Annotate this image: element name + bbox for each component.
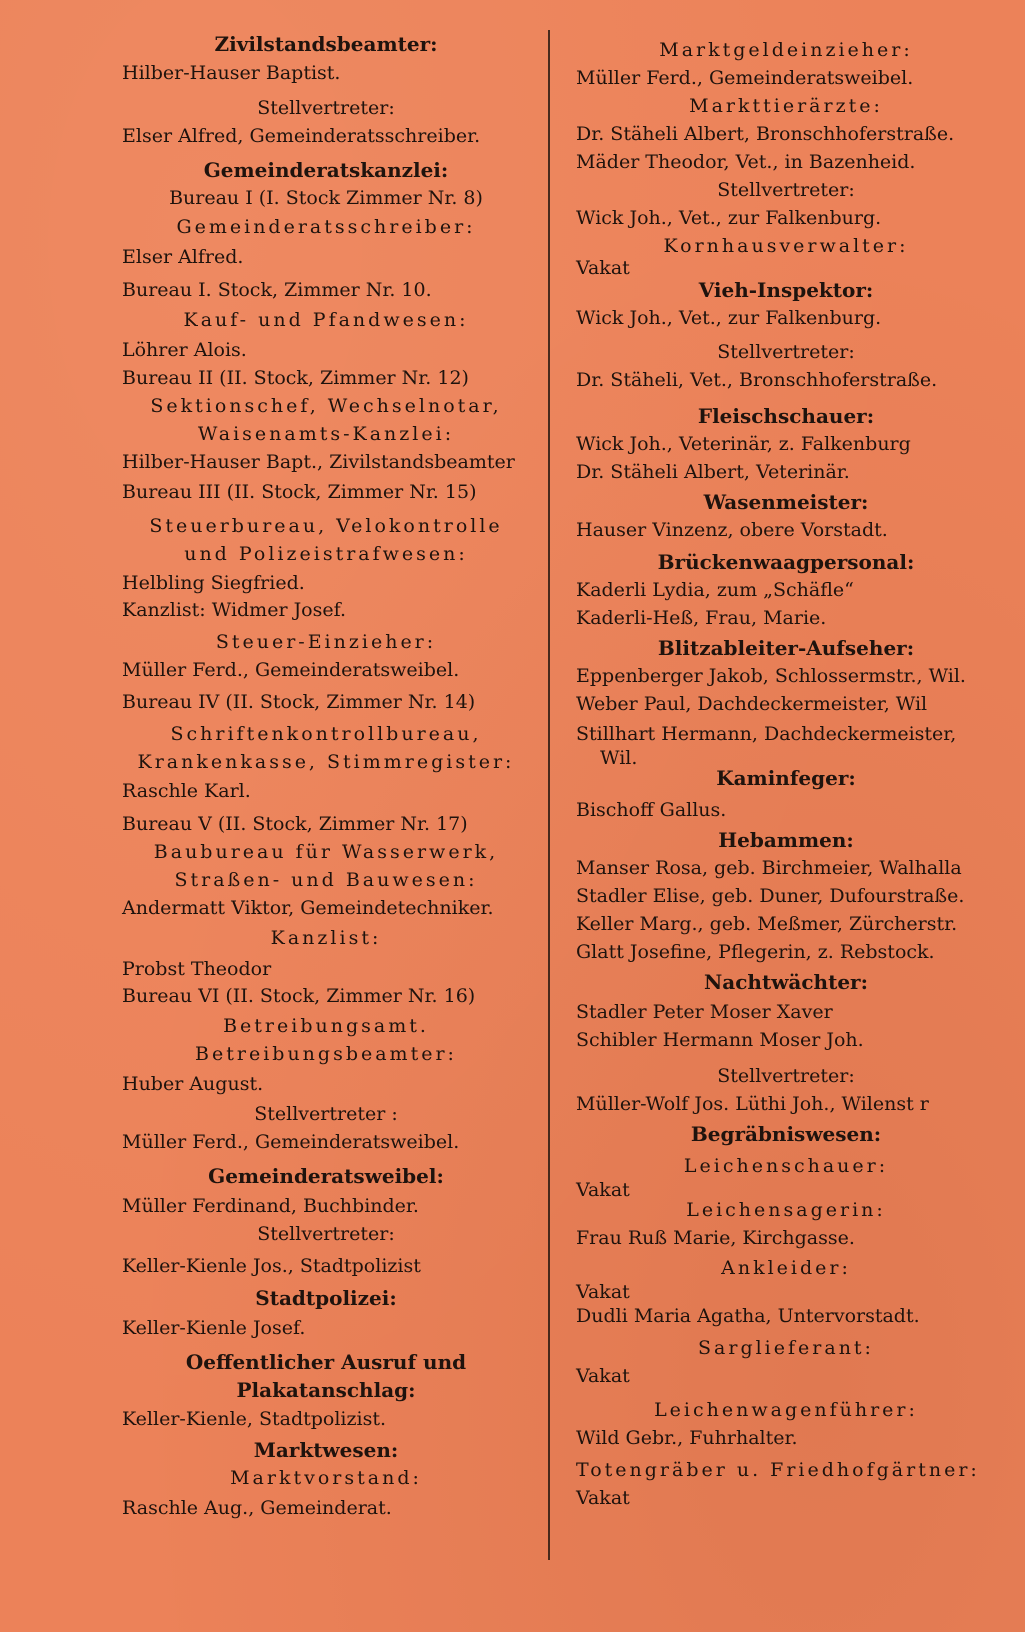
right-line: Marktgeldeinzieher: xyxy=(659,39,913,61)
column-divider xyxy=(548,30,550,1560)
right-line: Stellvertreter: xyxy=(717,1065,855,1087)
left-line: Hilber-Hauser Baptist. xyxy=(122,62,341,84)
left-line: Steuer-Einzieher: xyxy=(215,631,437,653)
right-line: Fleischschauer: xyxy=(697,404,875,428)
right-line: Frau Ruß Marie, Kirchgasse. xyxy=(576,1227,855,1249)
right-line: Bischoff Gallus. xyxy=(576,799,727,821)
left-line: Steuerbureau, Velokontrolle xyxy=(149,515,503,537)
right-line: Weber Paul, Dachdeckermeister, Wil xyxy=(576,693,928,715)
left-line: Waisenamts-Kanzlei: xyxy=(197,423,455,445)
left-line: Gemeinderatsschreiber: xyxy=(176,216,476,238)
left-line: Kanzlist: xyxy=(270,927,382,949)
right-line: Kaderli-Heß, Frau, Marie. xyxy=(576,607,827,629)
left-line: Löhrer Alois. xyxy=(122,339,247,361)
left-line: Marktvorstand: xyxy=(230,1467,422,1489)
right-line: Stadler Elise, geb. Duner, Dufourstraße. xyxy=(576,885,965,907)
left-line: Kauf- und Pfandwesen: xyxy=(183,309,469,331)
right-line: Brückenwaagpersonal: xyxy=(657,550,915,574)
left-line: Keller-Kienle Josef. xyxy=(122,1317,306,1339)
right-line: Sarglieferant: xyxy=(698,1337,874,1359)
left-line: Huber August. xyxy=(122,1073,264,1095)
left-line: Elser Alfred. xyxy=(122,246,244,268)
left-line: Betreibungsamt. xyxy=(223,1015,429,1037)
right-line: Vakat xyxy=(576,1487,630,1509)
left-line: Raschle Karl. xyxy=(122,780,251,802)
right-line: Wick Joh., Vet., zur Falkenburg. xyxy=(576,207,882,229)
right-line: Mäder Theodor, Vet., in Bazenheid. xyxy=(576,151,916,173)
right-line: Wasenmeister: xyxy=(703,490,869,514)
right-line: Müller-Wolf Jos. Lüthi Joh., Wilenst r xyxy=(576,1093,929,1115)
left-line: Bureau I. Stock, Zimmer Nr. 10. xyxy=(122,279,432,301)
right-line: Dr. Stäheli Albert, Veterinär. xyxy=(576,461,850,483)
left-line: Keller-Kienle Jos., Stadtpolizist xyxy=(122,1255,421,1277)
right-line: Stadler Peter Moser Xaver xyxy=(576,1001,833,1023)
right-line: Vakat xyxy=(576,257,630,279)
right-line: Vakat xyxy=(576,1365,630,1387)
left-line: Baubureau für Wasserwerk, xyxy=(153,841,499,863)
left-line: Gemeinderatsweibel: xyxy=(208,1164,444,1188)
right-line: Hauser Vinzenz, obere Vorstadt. xyxy=(576,519,888,541)
right-line: Eppenberger Jakob, Schlossermstr., Wil. xyxy=(576,665,966,687)
left-line: Schriftenkontrollbureau, xyxy=(170,723,482,745)
left-line: Gemeinderatskanzlei: xyxy=(203,158,449,182)
right-line: Kornhausverwalter: xyxy=(663,235,909,257)
right-line: Wick Joh., Vet., zur Falkenburg. xyxy=(576,307,882,329)
left-line: und Polizeistrafwesen: xyxy=(184,543,468,565)
left-line: Raschle Aug., Gemeinderat. xyxy=(122,1497,392,1519)
right-line: Wil. xyxy=(600,747,638,769)
right-line: Nachtwächter: xyxy=(704,970,868,994)
right-line: Wick Joh., Veterinär, z. Falkenburg xyxy=(576,433,911,455)
right-line: Begräbniswesen: xyxy=(690,1122,882,1146)
left-line: Krankenkasse, Stimmregister: xyxy=(137,751,515,773)
left-line: Straßen- und Bauwesen: xyxy=(174,869,478,891)
right-line: Stellvertreter: xyxy=(717,179,855,201)
left-line: Bureau V (II. Stock, Zimmer Nr. 17) xyxy=(122,813,468,835)
left-line: Bureau VI (II. Stock, Zimmer Nr. 16) xyxy=(122,985,476,1007)
right-line: Kaderli Lydia, zum „Schäfle“ xyxy=(576,579,854,601)
left-line: Hilber-Hauser Bapt., Zivilstandsbeamter xyxy=(122,451,515,473)
left-line: Müller Ferdinand, Buchbinder. xyxy=(122,1195,419,1217)
right-line: Schibler Hermann Moser Joh. xyxy=(576,1029,864,1051)
left-line: Keller-Kienle, Stadtpolizist. xyxy=(122,1408,387,1430)
right-line: Blitzableiter-Aufseher: xyxy=(657,636,915,660)
right-line: Leichenschauer: xyxy=(683,1155,889,1177)
left-line: Bureau II (II. Stock, Zimmer Nr. 12) xyxy=(122,367,469,389)
left-line: Müller Ferd., Gemeinderatsweibel. xyxy=(122,659,460,681)
right-line: Dr. Stäheli Albert, Bronschhoferstraße. xyxy=(576,123,955,145)
right-line: Hebammen: xyxy=(718,828,854,852)
left-line: Kanzlist: Widmer Josef. xyxy=(122,599,347,621)
left-line: Oeffentlicher Ausruf und xyxy=(185,1350,467,1374)
left-line: Sektionschef, Wechselnotar, xyxy=(150,395,502,417)
right-line: Stillhart Hermann, Dachdeckermeister, xyxy=(576,723,957,745)
left-line: Bureau I (I. Stock Zimmer Nr. 8) xyxy=(169,187,483,209)
left-line: Bureau IV (II. Stock, Zimmer Nr. 14) xyxy=(122,691,476,713)
left-line: Elser Alfred, Gemeinderatsschreiber. xyxy=(122,125,481,147)
right-line: Markttierärzte: xyxy=(689,95,883,117)
right-line: Keller Marg., geb. Meßmer, Zürcherstr. xyxy=(576,913,958,935)
right-line: Dudli Maria Agatha, Untervorstadt. xyxy=(576,1305,920,1327)
right-line: Leichensagerin: xyxy=(686,1199,886,1221)
right-line: Leichenwagenführer: xyxy=(654,1399,918,1421)
left-line: Stellvertreter: xyxy=(257,1223,395,1245)
left-line: Helbling Siegfried. xyxy=(122,572,305,594)
left-line: Stellvertreter : xyxy=(254,1103,398,1125)
right-line: Manser Rosa, geb. Birchmeier, Walhalla xyxy=(576,857,962,879)
left-line: Stadtpolizei: xyxy=(255,1286,397,1310)
right-line: Totengräber u. Friedhofgärtner: xyxy=(576,1459,980,1481)
left-line: Probst Theodor xyxy=(122,958,272,980)
right-line: Glatt Josefine, Pflegerin, z. Rebstock. xyxy=(576,941,935,963)
right-line: Vieh-Inspektor: xyxy=(698,278,874,302)
left-line: Betreibungsbeamter: xyxy=(195,1043,457,1065)
right-line: Stellvertreter: xyxy=(717,341,855,363)
left-line: Müller Ferd., Gemeinderatsweibel. xyxy=(122,1131,460,1153)
right-line: Wild Gebr., Fuhrhalter. xyxy=(576,1427,798,1449)
right-line: Vakat xyxy=(576,1281,630,1303)
right-line: Dr. Stäheli, Vet., Bronschhoferstraße. xyxy=(576,369,938,391)
left-line: Bureau III (II. Stock, Zimmer Nr. 15) xyxy=(122,481,477,503)
left-line: Zivilstandsbeamter: xyxy=(214,32,438,56)
right-line: Kaminfeger: xyxy=(716,766,856,790)
left-line: Plakatanschlag: xyxy=(236,1378,416,1402)
right-line: Ankleider: xyxy=(721,1257,851,1279)
right-line: Müller Ferd., Gemeinderatsweibel. xyxy=(576,67,914,89)
left-line: Stellvertreter: xyxy=(257,97,395,119)
right-line: Vakat xyxy=(576,1179,630,1201)
left-line: Marktwesen: xyxy=(253,1438,399,1462)
left-line: Andermatt Viktor, Gemeindetechniker. xyxy=(122,897,494,919)
